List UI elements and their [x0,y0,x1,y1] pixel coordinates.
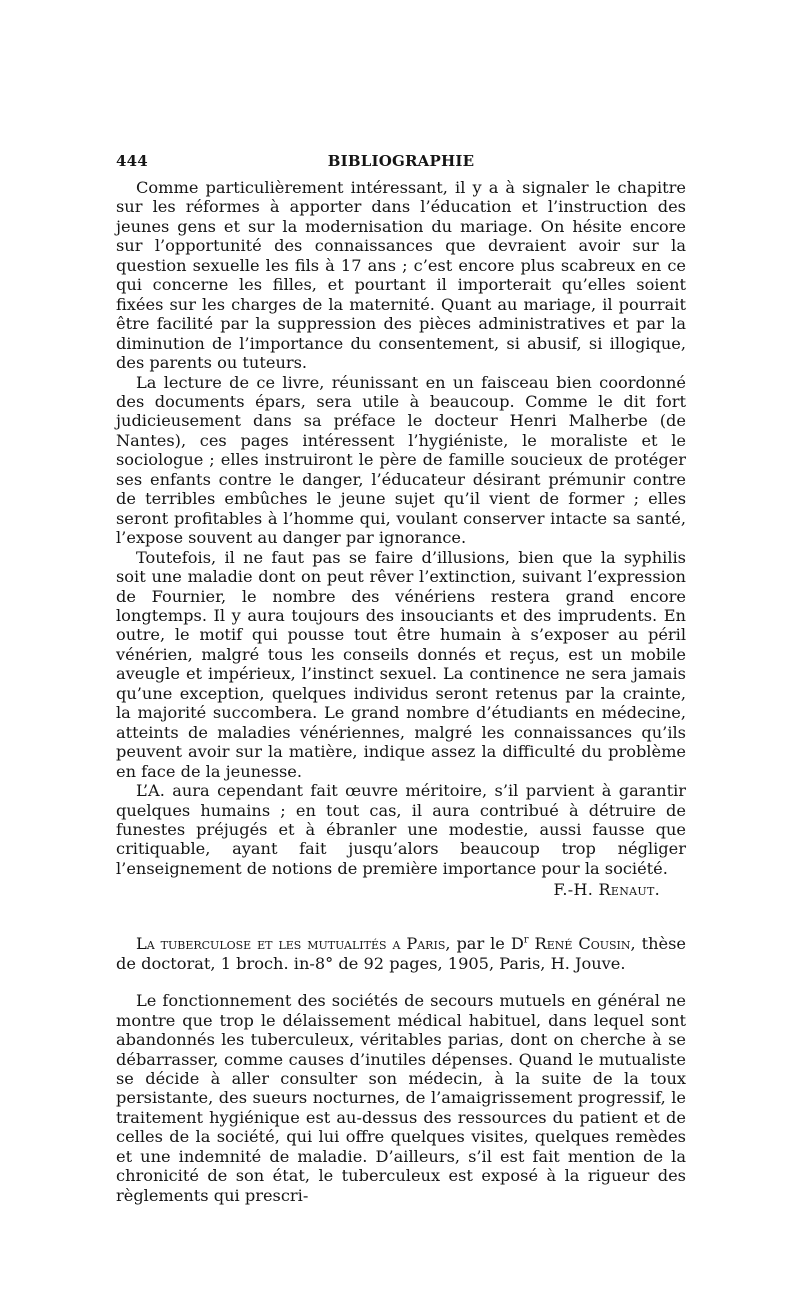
page-header [116,150,686,178]
book-page [116,150,686,1205]
review-title: La tuberculose et les mutualités a Paris [136,934,446,954]
section-spacer [116,900,686,918]
signature-initials: F.-H. [553,880,594,900]
paragraph-4: L’A. aura cependant fait œuvre méritoire, s’il parvient à garantir quelques humains ; en tout cas, il aura contribué à détruire de funestes préjugés et à ébranler une modestie, aussi fausse que critiquable, ayant fait jusqu’alors beaucoup trop négliger l’enseignement de notions de première importance pour la société. [116,781,686,878]
page-number: 444 [116,152,148,170]
paragraph-2: La lecture de ce livre, réunissant en un faisceau bien coordonné des documents épars, sera utile à beaucoup. Comme le dit fort judicieusement dans sa préface le docteur Henri Malherbe (de Nantes), ces pages intéressent l’hygiéniste, le moraliste et le sociologue ; elles instruiront le père de famille soucieux de protéger ses enfants contre le danger, l’éducateur désirant prémunir contre de terribles embûches le jeune sujet qu’il vient de former ; elles seront profitables à l’homme qui, voulant conserver intacte sa santé, l’expose souvent au danger par ignorance. [116,372,686,548]
review-details: , thèse de doctorat, 1 broch. in-8° de 92 pages, 1905, Paris, H. Jouve. [116,934,686,973]
paragraph-3: Toutefois, il ne faut pas se faire d’illusions, bien que la syphilis soit une maladie dont on peut rêver l’extinction, suivant l’expression de Fournier, le nombre des vénériens restera grand encore longtemps. Il y aura toujours des insouciants et des imprudents. En outre, le motif qui pousse tout être humain à s’exposer au péril vénérien, malgré tous les conseils donnés et reçus, est un mobile aveugle et impérieux, l’instinct sexuel. La continence ne sera jamais qu’une exception, quelques individus seront retenus par la crainte, la majorité succombera. Le grand nombre d’étudiants en médecine, atteints de maladies vénériennes, malgré les connaissances qu’ils peuvent avoir sur la matière, indique assez la difficulté du problème en face de la jeunesse. [116,547,686,781]
running-title: BIBLIOGRAPHIE [327,152,475,170]
review-author-name: René Cousin [534,934,631,954]
review-body: Le fonctionnement des sociétés de secours mutuels en général ne montre que trop le délaissement médical habituel, dans lequel sont abandonnés les tuberculeux, véritables parias, dont on cherche à se débarrasser, comme causes d’inutiles dépenses. Quand le mutualiste se décide à aller consulter son médecin, à la suite de la toux persistante, des sueurs nocturnes, de l’amaigrissement progressif, le traitement hygiénique est au-dessus des ressources du patient et de celles de la société, qui lui offre quelques visites, quelques remèdes et une indemnité de maladie. D’ailleurs, s’il est fait mention de la chronicité de son état, le tuberculeux est exposé à la rigueur des règlements qui prescri- [116,991,686,1205]
review-signature [116,880,686,900]
signature-name: Renaut. [598,880,660,900]
review-heading [116,934,686,973]
review-author-prefix: , par le D [445,934,524,954]
paragraph-1: Comme particulièrement intéressant, il y a à signaler le chapitre sur les réformes à apporter dans l’éducation et l’instruction des jeunes gens et sur la modernisation du mariage. On hésite encore sur l’opportunité des connaissances que devraient avoir sur la question sexuelle les fils à 17 ans ; c’est encore plus scabreux en ce qui concerne les filles, et pourtant il importerait qu’elles soient fixées sur les charges de la maternité. Quant au mariage, il pourrait être facilité par la suppression des pièces administratives et par la diminution de l’importance du consentement, si abusif, si illogique, des parents ou tuteurs. [116,178,686,373]
review-spacer [116,973,686,991]
review-author-prefix-sup: r [523,934,529,946]
